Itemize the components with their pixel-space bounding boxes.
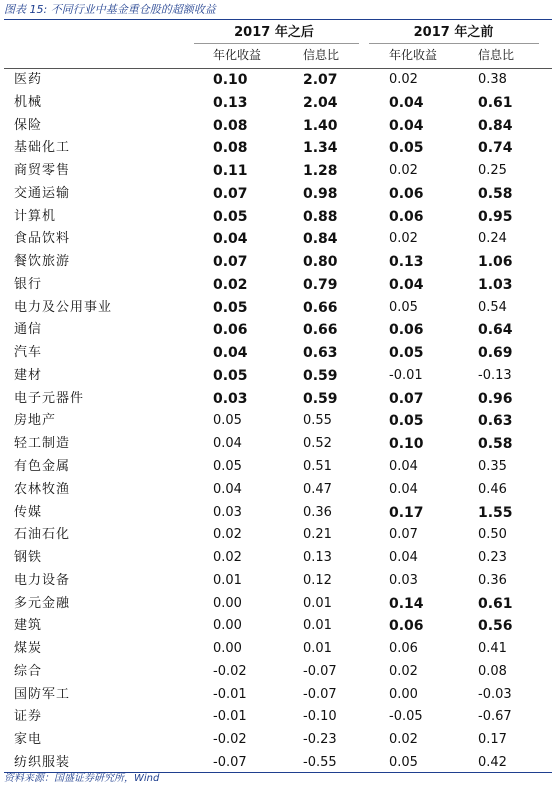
table-row	[4, 729, 552, 752]
col-header-before-return: 年化收益	[389, 48, 438, 62]
before-ir-cell: 1.06	[478, 254, 513, 271]
before-ir-cell: -0.13	[478, 367, 512, 383]
industry-cell: 有色金属	[14, 459, 71, 475]
before-ir-cell: 0.74	[478, 140, 513, 157]
after-ir-cell: 0.51	[303, 459, 332, 475]
after-ir-cell: 0.36	[303, 504, 332, 520]
after-return-cell: -0.02	[213, 732, 247, 748]
after-ir-cell: 0.63	[303, 345, 338, 362]
after-return-cell: -0.07	[213, 754, 247, 770]
before-ir-cell: 0.58	[478, 436, 513, 453]
industry-cell: 通信	[14, 322, 43, 338]
industry-cell: 汽车	[14, 345, 43, 361]
before-ir-cell: 0.61	[478, 94, 513, 111]
after-return-cell: 0.05	[213, 208, 248, 225]
before-return-cell: 0.03	[389, 572, 418, 588]
before-ir-cell: 0.24	[478, 231, 507, 247]
industry-cell: 建材	[14, 367, 43, 383]
table-row	[4, 251, 552, 274]
table-caption: 图表 15: 不同行业中基金重仓股的超额收益	[4, 3, 216, 16]
before-ir-cell: -0.03	[478, 686, 512, 702]
after-return-cell: 0.03	[213, 390, 248, 407]
after-ir-cell: 0.79	[303, 276, 338, 293]
table-row	[4, 547, 552, 570]
before-return-cell: -0.01	[389, 367, 423, 383]
table-row	[4, 479, 552, 502]
after-ir-cell: 2.04	[303, 94, 338, 111]
after-return-cell: 0.02	[213, 550, 242, 566]
before-ir-cell: 0.69	[478, 345, 513, 362]
before-ir-cell: 0.84	[478, 117, 513, 134]
column-header-row	[4, 44, 552, 66]
table-row	[4, 206, 552, 229]
before-return-cell: 0.02	[389, 663, 418, 679]
after-ir-cell: 0.98	[303, 185, 338, 202]
before-ir-cell: 0.61	[478, 595, 513, 612]
before-return-cell: 0.06	[389, 618, 424, 635]
before-return-cell: 0.02	[389, 732, 418, 748]
before-ir-cell: 0.46	[478, 481, 507, 497]
before-ir-cell: 0.54	[478, 299, 507, 315]
industry-cell: 多元金融	[14, 595, 71, 611]
before-ir-cell: 0.58	[478, 185, 513, 202]
after-return-cell: 0.00	[213, 595, 242, 611]
industry-cell: 传媒	[14, 504, 43, 520]
after-ir-cell: 0.84	[303, 231, 338, 248]
before-ir-cell: 0.95	[478, 208, 513, 225]
table-row	[4, 297, 552, 320]
table-row	[4, 502, 552, 525]
before-return-cell: 0.06	[389, 208, 424, 225]
before-ir-cell: 0.64	[478, 322, 513, 339]
industry-cell: 钢铁	[14, 550, 43, 566]
before-ir-cell: 0.35	[478, 459, 507, 475]
before-return-cell: 0.04	[389, 459, 418, 475]
before-ir-cell: -0.67	[478, 709, 512, 725]
table-row	[4, 570, 552, 593]
after-return-cell: 0.04	[213, 345, 248, 362]
industry-cell: 基础化工	[14, 140, 71, 156]
after-return-cell: 0.02	[213, 527, 242, 543]
before-return-cell: 0.07	[389, 527, 418, 543]
before-return-cell: 0.04	[389, 550, 418, 566]
industry-cell: 家电	[14, 732, 43, 748]
col-header-after-ir: 信息比	[303, 48, 340, 62]
industry-cell: 交通运输	[14, 185, 71, 201]
table-row	[4, 706, 552, 729]
after-return-cell: 0.04	[213, 436, 242, 452]
before-return-cell: -0.05	[389, 709, 423, 725]
table-row	[4, 388, 552, 411]
industry-cell: 建筑	[14, 618, 43, 634]
after-ir-cell: -0.55	[303, 754, 337, 770]
industry-cell: 餐饮旅游	[14, 254, 71, 270]
before-ir-cell: 0.42	[478, 754, 507, 770]
after-ir-cell: 0.21	[303, 527, 332, 543]
industry-cell: 电力及公用事业	[14, 299, 113, 315]
table-row	[4, 228, 552, 251]
industry-cell: 电力设备	[14, 572, 71, 588]
after-return-cell: 0.00	[213, 618, 242, 634]
industry-cell: 食品饮料	[14, 231, 71, 247]
before-ir-cell: 0.23	[478, 550, 507, 566]
after-return-cell: 0.06	[213, 322, 248, 339]
after-return-cell: -0.02	[213, 663, 247, 679]
after-return-cell: 0.03	[213, 504, 242, 520]
before-ir-cell: 1.03	[478, 276, 513, 293]
after-ir-cell: 0.47	[303, 481, 332, 497]
group-header-before: 2017 年之前	[413, 25, 494, 40]
after-ir-cell: 0.88	[303, 208, 338, 225]
before-return-cell: 0.05	[389, 345, 424, 362]
table-row	[4, 183, 552, 206]
table-row	[4, 593, 552, 616]
industry-cell: 机械	[14, 94, 43, 110]
after-ir-cell: 0.01	[303, 618, 332, 634]
before-return-cell: 0.05	[389, 413, 424, 430]
industry-cell: 计算机	[14, 208, 57, 224]
after-ir-cell: 0.13	[303, 550, 332, 566]
industry-cell: 商贸零售	[14, 163, 71, 179]
before-ir-cell: 0.96	[478, 390, 513, 407]
industry-cell: 煤炭	[14, 641, 43, 657]
after-return-cell: 0.07	[213, 185, 248, 202]
industry-cell: 石油石化	[14, 527, 71, 543]
after-return-cell: 0.10	[213, 72, 248, 88]
before-return-cell: 0.04	[389, 117, 424, 134]
industry-cell: 轻工制造	[14, 436, 71, 452]
after-ir-cell: 0.55	[303, 413, 332, 429]
before-return-cell: 0.06	[389, 185, 424, 202]
before-ir-cell: 0.38	[478, 72, 507, 87]
before-return-cell: 0.17	[389, 504, 424, 521]
table-header	[4, 22, 552, 66]
table-row	[4, 638, 552, 661]
before-return-cell: 0.02	[389, 231, 418, 247]
before-return-cell: 0.00	[389, 686, 418, 702]
before-return-cell: 0.06	[389, 641, 418, 657]
top-rule	[4, 19, 552, 20]
table-row	[4, 115, 552, 138]
group-header-row	[4, 22, 552, 44]
after-ir-cell: 0.66	[303, 299, 338, 316]
industry-cell: 纺织服装	[14, 754, 71, 770]
table-row	[4, 661, 552, 684]
industry-cell: 银行	[14, 276, 43, 292]
table-row	[4, 319, 552, 342]
table-row	[4, 274, 552, 297]
after-return-cell: 0.08	[213, 140, 248, 157]
industry-cell: 综合	[14, 663, 43, 679]
before-return-cell: 0.10	[389, 436, 424, 453]
before-ir-cell: 0.25	[478, 163, 507, 179]
before-return-cell: 0.05	[389, 754, 418, 770]
after-return-cell: 0.05	[213, 367, 248, 384]
after-return-cell: 0.04	[213, 481, 242, 497]
before-ir-cell: 0.08	[478, 663, 507, 679]
table-row	[4, 615, 552, 638]
after-return-cell: 0.05	[213, 413, 242, 429]
after-ir-cell: 0.12	[303, 572, 332, 588]
before-return-cell: 0.02	[389, 163, 418, 179]
before-return-cell: 0.04	[389, 276, 424, 293]
table-row	[4, 160, 552, 183]
after-return-cell: 0.02	[213, 276, 248, 293]
source-note: 资料来源：国盛证券研究所，Wind	[4, 773, 160, 784]
after-ir-cell: -0.23	[303, 732, 337, 748]
before-ir-cell: 0.36	[478, 572, 507, 588]
after-return-cell: 0.04	[213, 231, 248, 248]
table-row	[4, 456, 552, 479]
before-return-cell: 0.14	[389, 595, 424, 612]
before-return-cell: 0.02	[389, 72, 418, 87]
table-row	[4, 92, 552, 115]
after-ir-cell: 0.80	[303, 254, 338, 271]
after-ir-cell: 0.59	[303, 390, 338, 407]
col-header-before-ir: 信息比	[478, 48, 515, 62]
after-return-cell: 0.05	[213, 299, 248, 316]
industry-cell: 国防军工	[14, 686, 71, 702]
table-row	[4, 524, 552, 547]
industry-cell: 保险	[14, 117, 43, 133]
before-ir-cell: 1.55	[478, 504, 513, 521]
industry-cell: 证券	[14, 709, 43, 725]
before-return-cell: 0.05	[389, 140, 424, 157]
before-return-cell: 0.07	[389, 390, 424, 407]
before-return-cell: 0.04	[389, 481, 418, 497]
after-return-cell: 0.08	[213, 117, 248, 134]
before-return-cell: 0.13	[389, 254, 424, 271]
table-body	[4, 69, 552, 775]
after-return-cell: 0.00	[213, 641, 242, 657]
after-ir-cell: -0.10	[303, 709, 337, 725]
after-ir-cell: -0.07	[303, 663, 337, 679]
before-ir-cell: 0.41	[478, 641, 507, 657]
after-ir-cell: 0.01	[303, 595, 332, 611]
after-return-cell: 0.11	[213, 163, 248, 180]
industry-cell: 医药	[14, 72, 43, 87]
before-ir-cell: 0.17	[478, 732, 507, 748]
after-return-cell: 0.01	[213, 572, 242, 588]
table-row	[4, 342, 552, 365]
table-row	[4, 137, 552, 160]
after-ir-cell: 1.34	[303, 140, 338, 157]
after-ir-cell: -0.07	[303, 686, 337, 702]
after-ir-cell: 1.40	[303, 117, 338, 134]
industry-cell: 房地产	[14, 413, 57, 429]
industry-cell: 农林牧渔	[14, 481, 71, 497]
before-ir-cell: 0.63	[478, 413, 513, 430]
after-ir-cell: 2.07	[303, 72, 338, 88]
after-ir-cell: 0.01	[303, 641, 332, 657]
after-ir-cell: 1.28	[303, 163, 338, 180]
before-return-cell: 0.05	[389, 299, 418, 315]
table-row	[4, 684, 552, 707]
after-return-cell: 0.13	[213, 94, 248, 111]
before-return-cell: 0.06	[389, 322, 424, 339]
before-ir-cell: 0.56	[478, 618, 513, 635]
after-return-cell: -0.01	[213, 686, 247, 702]
table-row	[4, 433, 552, 456]
after-ir-cell: 0.66	[303, 322, 338, 339]
before-return-cell: 0.04	[389, 94, 424, 111]
after-return-cell: -0.01	[213, 709, 247, 725]
after-ir-cell: 0.52	[303, 436, 332, 452]
table-row	[4, 365, 552, 388]
after-ir-cell: 0.59	[303, 367, 338, 384]
before-ir-cell: 0.50	[478, 527, 507, 543]
after-return-cell: 0.07	[213, 254, 248, 271]
table-row	[4, 69, 552, 92]
after-return-cell: 0.05	[213, 459, 242, 475]
table-row	[4, 410, 552, 433]
group-header-after: 2017 年之后	[234, 25, 314, 40]
industry-cell: 电子元器件	[14, 390, 85, 406]
col-header-after-return: 年化收益	[213, 48, 262, 62]
